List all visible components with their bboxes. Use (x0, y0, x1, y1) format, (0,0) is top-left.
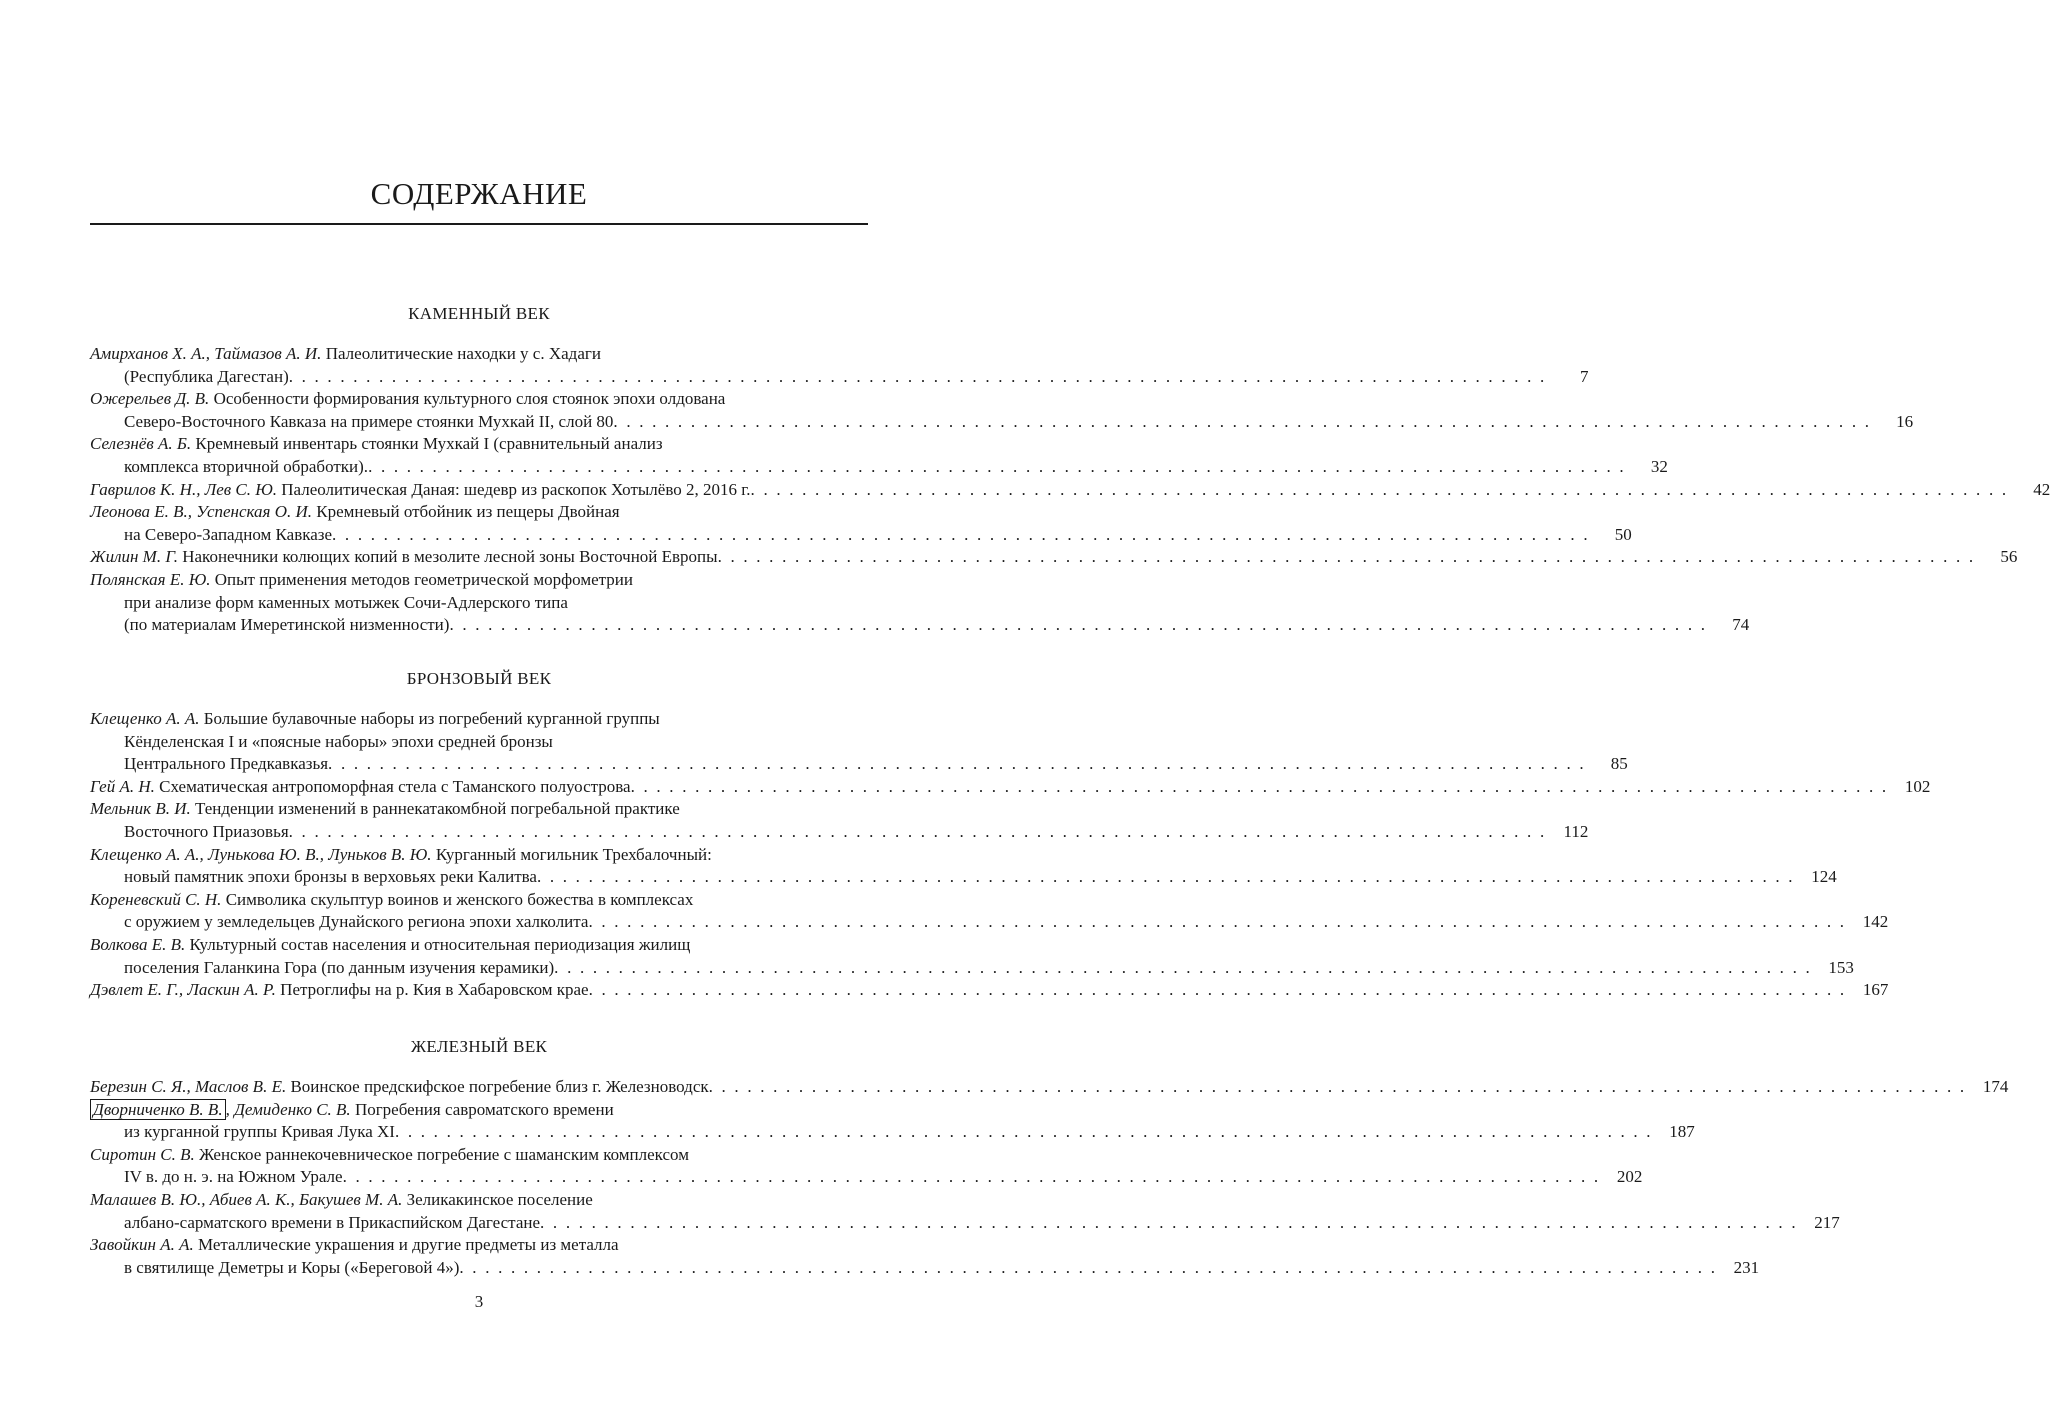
entry-authors: Клещенко А. А., Лунькова Ю. В., Луньков В. Ю. (90, 844, 432, 864)
entry-page-number: 167 (1862, 980, 1889, 1000)
entry-page-number: 56 (2000, 547, 2018, 567)
entry-page-number: 74 (1732, 615, 1750, 635)
entry-line (90, 592, 868, 615)
entry-text-wrap (90, 546, 718, 569)
entry-title-line: Кремневый отбойник из пещеры Двойная (316, 502, 620, 522)
leader-dots: . . . . . . . . . . . . . . . . . . . . . . . . . . . . . . . . . . . . . . . . . . . . . . . . . . . . . . . . . . . . . . . . . . . . . . . . . . . . . . . . . . . . . . . . . . . . . . . . . . (588, 912, 1847, 932)
entry-title-line: (по материалам Имеретинской низменности) (124, 615, 450, 635)
entry-line (90, 844, 868, 867)
entry-text-wrap (124, 1212, 540, 1235)
entry-page-number: 16 (1896, 411, 1914, 431)
entry-text-wrap (124, 456, 368, 479)
toc-entry (90, 479, 2050, 502)
entry-line (90, 1189, 868, 1212)
entry-title-line: албано-сарматского времени в Прикаспийском Дагестане (124, 1212, 541, 1232)
entry-line (90, 1166, 1643, 1189)
leader-dots: . . . . . . . . . . . . . . . . . . . . . . . . . . . . . . . . . . . . . . . . . . . . . . . . . . . . . . . . . . . . . . . . . . . . . . . . . . . . . . . . . . . . . . . . . . . . . . . . . . (459, 1257, 1718, 1277)
entry-text-wrap (90, 1235, 619, 1254)
entry-authors: Селезнёв А. Б. (90, 434, 192, 454)
entry-title-line: на Северо-Западном Кавказе (124, 524, 333, 544)
entry-page-number: 187 (1669, 1122, 1695, 1142)
entry-title-line: в святилище Деметры и Коры («Береговой 4») (124, 1257, 460, 1277)
entry-text-wrap (124, 411, 613, 434)
entry-text-wrap (90, 979, 589, 1002)
section-bronze-age (90, 666, 1931, 1002)
entry-title-line: Большие булавочные наборы из погребений курганной группы (203, 709, 660, 728)
entry-page-number: 32 (1650, 456, 1668, 476)
leader-dots: . . . . . . . . . . . . . . . . . . . . . . . . . . . . . . . . . . . . . . . . . . . . . . . . . . . . . . . . . . . . . . . . . . . . . . . . . . . . . . . . . . . . . . . . . . . . . . . . . . (368, 456, 1626, 476)
entry-title-line: поселения Галанкина Гора (по данным изучения керамики) (124, 957, 555, 977)
toc-entry (90, 844, 1837, 889)
entry-title-line: Восточного Приазовья (124, 821, 289, 841)
entry-line (90, 569, 868, 592)
entry-title-line: Кремневый инвентарь стоянки Мухкай I (сравнительный анализ (195, 434, 663, 454)
entry-line (90, 1257, 1760, 1280)
entry-authors: Леонова Е. В., Успенская О. И. (90, 502, 312, 522)
leader-dots: . . . . . . . . . . . . . . . . . . . . . . . . . . . . . . . . . . . . . . . . . . . . . . . . . . . . . . . . . . . . . . . . . . . . . . . . . . . . . . . . . . . . . . . . . . . . . . . . . . (630, 776, 1889, 796)
toc-entry (90, 546, 2018, 569)
entry-title-line: Опыт применения методов геометрической морфометрии (214, 569, 633, 589)
entry-title-line: Погребения савроматского времени (354, 1099, 614, 1119)
entry-title-line: Особенности формирования культурного слоя стоянок эпохи олдована (213, 389, 726, 409)
entry-line (90, 776, 1931, 799)
entry-text-wrap (124, 524, 332, 547)
entry-text-wrap (124, 614, 449, 637)
leader-dots: . . . . . . . . . . . . . . . . . . . . . . . . . . . . . . . . . . . . . . . . . . . . . . . . . . . . . . . . . . . . . . . . . . . . . . . . . . . . . . . . . . . . . . . . . . . . . . . . . . (613, 411, 1872, 431)
entry-text-wrap (90, 502, 620, 521)
entry-page-number: 124 (1811, 867, 1837, 887)
entry-text-wrap (90, 776, 631, 799)
entry-title-line: Палеолитические находки у с. Хадаги (325, 344, 601, 363)
entry-line (90, 479, 2050, 502)
entry-page-number: 217 (1814, 1212, 1840, 1232)
entry-authors: Полянская Е. Ю. (90, 569, 211, 589)
toc-entry (90, 1189, 1840, 1234)
entry-text-wrap (90, 479, 751, 502)
entry-text-wrap (90, 709, 660, 728)
entry-line (90, 911, 1889, 934)
entry-title-line: Зеликакинское поселение (406, 1189, 593, 1209)
entry-text-wrap (90, 1099, 614, 1120)
entry-text-wrap (124, 866, 537, 889)
entry-authors: Дэвлет Е. Г., Ласкин А. Р. (90, 980, 276, 1000)
entry-line (90, 708, 868, 731)
entry-text-wrap (90, 434, 663, 453)
entry-text-wrap (90, 1190, 593, 1209)
entry-title-line: Схематическая антропоморфная стела с Таманского полуострова (159, 776, 631, 796)
entry-title-line: Женское раннекочевническое погребение с шаманским комплексом (199, 1144, 689, 1164)
entry-line (90, 524, 1632, 547)
title-rule (90, 223, 868, 225)
entry-text-wrap (90, 935, 690, 954)
toc-entry (90, 501, 1632, 546)
entry-line (90, 614, 1750, 637)
entry-text-wrap (124, 1166, 343, 1189)
leader-dots: . . . . . . . . . . . . . . . . . . . . . . . . . . . . . . . . . . . . . . . . . . . . . . . . . . . . . . . . . . . . . . . . . . . . . . . . . . . . . . . . . . . . . . . . . . . . . . . . . . (449, 615, 1708, 635)
entry-line (90, 433, 868, 456)
entry-page-number: 42 (2033, 479, 2050, 499)
entry-authors: Амирханов Х. А., Таймазов А. И. (90, 344, 322, 363)
entry-authors: Сиротин С. В. (90, 1144, 195, 1164)
leader-dots: . . . . . . . . . . . . . . . . . . . . . . . . . . . . . . . . . . . . . . . . . . . . . . . . . . . . . . . . . . . . . . . . . . . . . . . . . . . . . . . . . . . . . . . . . . . . . . . . . . (332, 524, 1590, 544)
entry-authors: Гаврилов К. Н., Лев С. Ю. (90, 479, 278, 499)
toc-entry (90, 1234, 1760, 1279)
leader-dots: . . . . . . . . . . . . . . . . . . . . . . . . . . . . . . . . . . . . . . . . . . . . . . . . . . . . . . . . . . . . . . . . . . . . . . . . . . . . . . . . . . . . . . . . . . . . . . . . . . (342, 1167, 1601, 1187)
entry-line (90, 1121, 1695, 1144)
entry-text-wrap (90, 344, 601, 363)
entry-text-wrap (90, 890, 693, 909)
entry-text-wrap (90, 845, 712, 864)
entry-text-wrap (124, 957, 554, 980)
entry-authors: Жилин М. Г. (90, 547, 178, 567)
entry-page-number: 112 (1563, 821, 1589, 841)
entry-line (90, 979, 1889, 1002)
entry-text-wrap (124, 821, 289, 844)
entry-page-number: 85 (1610, 754, 1628, 774)
entry-line (90, 388, 868, 411)
entry-title-line: Центрального Предкавказья (124, 754, 329, 774)
entry-title-line: Палеолитическая Даная: шедевр из раскопок Хотылёво 2, 2016 г. (281, 479, 751, 499)
section-iron-age (90, 1034, 2009, 1279)
entry-title-line: с оружием у земледельцев Дунайского региона эпохи халколита (124, 912, 589, 932)
entry-page-number: 7 (1579, 366, 1589, 386)
entry-authors: Волкова Е. В. (90, 934, 186, 954)
entry-line (90, 798, 868, 821)
section-heading: БРОНЗОВЫЙ ВЕК (406, 669, 552, 688)
entry-title-line: комплекса вторичной обработки). (124, 456, 369, 476)
entry-title-line: Символика скульптур воинов и женского божества в комплексах (225, 889, 694, 909)
toc-entry (90, 798, 1589, 843)
entry-text-wrap (124, 1121, 395, 1144)
entry-authors: Ожерельев Д. В. (90, 389, 210, 409)
entry-line (90, 411, 1914, 434)
entry-page-number: 142 (1862, 912, 1889, 932)
toc-entry (90, 433, 1668, 478)
entry-page-number: 231 (1733, 1257, 1760, 1277)
entry-line (90, 866, 1837, 889)
toc-entry (90, 1099, 1695, 1144)
entry-page-number: 202 (1616, 1167, 1643, 1187)
entry-title-line: Тенденции изменений в раннекатакомбной погребальной практике (195, 799, 680, 819)
entry-authors: Клещенко А. А. (90, 709, 200, 728)
toc-entry (90, 1076, 2009, 1099)
entry-authors-boxed: Дворниченко В. В. (90, 1099, 226, 1120)
toc-entry (90, 889, 1889, 934)
leader-dots: . . . . . . . . . . . . . . . . . . . . . . . . . . . . . . . . . . . . . . . . . . . . . . . . . . . . . . . . . . . . . . . . . . . . . . . . . . . . . . . . . . . . . . . . . . . . . . . . . . (536, 867, 1795, 887)
entry-title-line: Культурный состав населения и относительная периодизация жилищ (189, 934, 691, 954)
entry-text-wrap (90, 1145, 689, 1164)
toc-entry (90, 1144, 1643, 1189)
entry-line (90, 366, 1589, 389)
entry-text-wrap (90, 1076, 709, 1099)
section-stone-age (90, 301, 2050, 637)
page-title: СОДЕРЖАНИЕ (370, 176, 588, 211)
leader-dots: . . . . . . . . . . . . . . . . . . . . . . . . . . . . . . . . . . . . . . . . . . . . . . . . . . . . . . . . . . . . . . . . . . . . . . . . . . . . . . . . . . . . . . . . . . . . . . . . . . (588, 980, 1847, 1000)
page-number: 3 (474, 1292, 484, 1311)
entry-authors: Кореневский С. Н. (90, 889, 222, 909)
entry-line (90, 343, 868, 366)
entry-title-line: IV в. до н. э. на Южном Урале (124, 1167, 343, 1187)
entry-page-number: 102 (1904, 776, 1931, 796)
entry-title-line: при анализе форм каменных мотыжек Сочи-Адлерского типа (124, 592, 568, 612)
entry-line (90, 1212, 1840, 1235)
leader-dots: . . . . . . . . . . . . . . . . . . . . . . . . . . . . . . . . . . . . . . . . . . . . . . . . . . . . . . . . . . . . . . . . . . . . . . . . . . . . . . . . . . . . . . . . . . . . . . . . . . (708, 1077, 1967, 1096)
toc-entry (90, 388, 1914, 433)
entry-text-wrap (124, 593, 568, 612)
entry-title-line: из курганной группы Кривая Лука XI (124, 1122, 395, 1142)
leader-dots: . . . . . . . . . . . . . . . . . . . . . . . . . . . . . . . . . . . . . . . . . . . . . . . . . . . . . . . . . . . . . . . . . . . . . . . . . . . . . . . . . . . . . . . . . . . . . . . . . . (394, 1122, 1653, 1142)
leader-dots: . . . . . . . . . . . . . . . . . . . . . . . . . . . . . . . . . . . . . . . . . . . . . . . . . . . . . . . . . . . . . . . . . . . . . . . . . . . . . . . . . . . . . . . . . . . . . . . . . . (750, 479, 2009, 499)
entry-title-line: Курганный могильник Трехбалочный: (435, 844, 712, 864)
toc-entry (90, 343, 1589, 388)
toc-entry (90, 776, 1931, 799)
entry-line (90, 456, 1668, 479)
entry-text-wrap (124, 911, 588, 934)
entry-title-line: Кёнделенская I и «поясные наборы» эпохи средней бронзы (124, 731, 553, 751)
entry-authors: Березин С. Я., Маслов В. Е. (90, 1077, 287, 1096)
entry-title-line: (Республика Дагестан) (124, 366, 289, 386)
entry-page-number: 174 (1982, 1077, 2009, 1096)
entry-title-line: Северо-Восточного Кавказа на примере стоянки Мухкай II, слой 80 (124, 411, 614, 431)
toc-entry (90, 934, 1854, 979)
toc-entry (90, 979, 1889, 1002)
entry-line (90, 501, 868, 524)
entry-line (90, 957, 1854, 980)
leader-dots: . . . . . . . . . . . . . . . . . . . . . . . . . . . . . . . . . . . . . . . . . . . . . . . . . . . . . . . . . . . . . . . . . . . . . . . . . . . . . . . . . . . . . . . . . . . . . . . . . . (288, 821, 1547, 841)
section-heading: ЖЕЛЕЗНЫЙ ВЕК (410, 1037, 548, 1056)
entry-line (90, 753, 1628, 776)
entry-authors: , Демиденко С. В. (225, 1099, 351, 1119)
leader-dots: . . . . . . . . . . . . . . . . . . . . . . . . . . . . . . . . . . . . . . . . . . . . . . . . . . . . . . . . . . . . . . . . . . . . . . . . . . . . . . . . . . . . . . . . . . . . . . . . . . (328, 754, 1586, 774)
entry-line (90, 546, 2018, 569)
leader-dots: . . . . . . . . . . . . . . . . . . . . . . . . . . . . . . . . . . . . . . . . . . . . . . . . . . . . . . . . . . . . . . . . . . . . . . . . . . . . . . . . . . . . . . . . . . . . . . . . . . (540, 1212, 1798, 1232)
entry-line (90, 889, 868, 912)
entry-authors: Мельник В. И. (90, 799, 191, 819)
entry-title-line: Наконечники колющих копий в мезолите лесной зоны Восточной Европы (182, 547, 718, 567)
entry-line (90, 1076, 2009, 1099)
entry-authors: Завойкин А. А. (90, 1235, 194, 1255)
entry-text-wrap (124, 732, 553, 751)
leader-dots: . . . . . . . . . . . . . . . . . . . . . . . . . . . . . . . . . . . . . . . . . . . . . . . . . . . . . . . . . . . . . . . . . . . . . . . . . . . . . . . . . . . . . . . . . . . . . . . . . . (288, 366, 1547, 386)
entry-title-line: Петроглифы на р. Кия в Хабаровском крае (280, 980, 589, 1000)
entry-authors: Малашев В. Ю., Абиев А. К., Бакушев М. А. (90, 1189, 403, 1209)
entry-authors: Гей А. Н. (90, 776, 155, 796)
entry-line (90, 1099, 868, 1122)
entry-line (90, 1144, 868, 1167)
entry-line (90, 1234, 868, 1257)
entry-text-wrap (124, 753, 328, 776)
entry-line (90, 934, 868, 957)
toc-entry (90, 569, 1750, 637)
entry-text-wrap (90, 799, 680, 818)
entry-line (90, 731, 868, 754)
entry-text-wrap (124, 366, 289, 389)
leader-dots: . . . . . . . . . . . . . . . . . . . . . . . . . . . . . . . . . . . . . . . . . . . . . . . . . . . . . . . . . . . . . . . . . . . . . . . . . . . . . . . . . . . . . . . . . . . . . . . . . . (554, 957, 1812, 977)
entry-page-number: 50 (1614, 524, 1632, 544)
entry-line (90, 821, 1589, 844)
section-heading: КАМЕННЫЙ ВЕК (408, 304, 550, 323)
entry-title-line: Металлические украшения и другие предметы из металла (197, 1235, 619, 1255)
entry-page-number: 153 (1828, 957, 1854, 977)
entry-title-line: новый памятник эпохи бронзы в верховьях реки Калитва (124, 867, 537, 887)
entry-title-line: Воинское предскифское погребение близ г. Железноводск (290, 1077, 709, 1096)
toc-entry (90, 708, 1628, 776)
entry-text-wrap (124, 1257, 459, 1280)
entry-text-wrap (90, 389, 725, 408)
entry-text-wrap (90, 570, 633, 589)
leader-dots: . . . . . . . . . . . . . . . . . . . . . . . . . . . . . . . . . . . . . . . . . . . . . . . . . . . . . . . . . . . . . . . . . . . . . . . . . . . . . . . . . . . . . . . . . . . . . . . . . . (717, 547, 1976, 567)
